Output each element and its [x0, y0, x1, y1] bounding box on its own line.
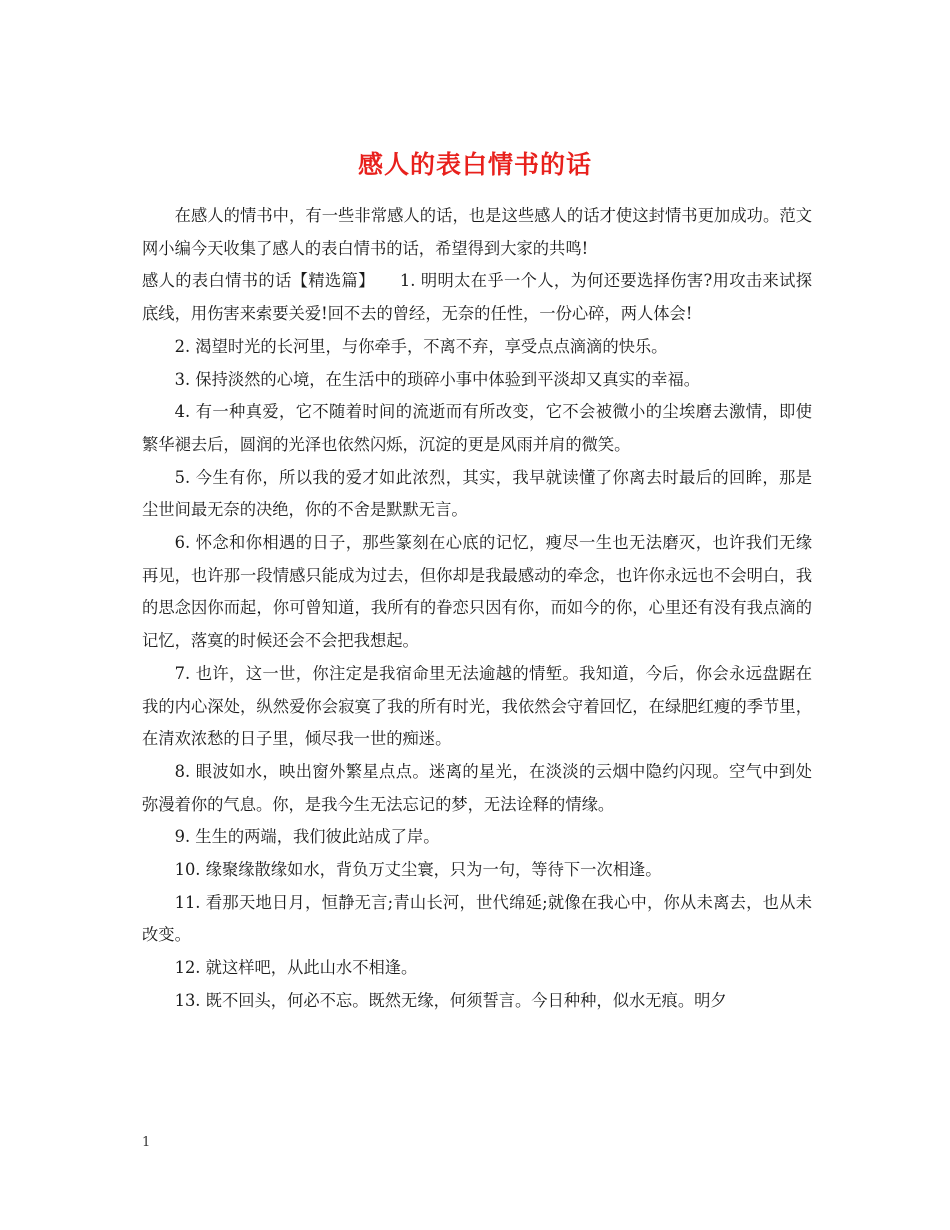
paragraph: 2. 渴望时光的长河里，与你牵手，不离不弃，享受点点滴滴的快乐。: [174, 336, 668, 356]
paragraph: 9. 生生的两端，我们彼此站成了岸。: [174, 827, 440, 847]
paragraph: 11. 看那天地日月，恒静无言;青山长河，世代绵延;就像在我心中，你从未离去，也从未改变。: [142, 892, 812, 945]
paragraph: 10. 缘聚缘散缘如水，背负万丈尘寰，只为一句，等待下一次相逢。: [174, 860, 662, 880]
paragraph: 12. 就这样吧，从此山水不相逢。: [174, 958, 418, 978]
paragraph: 6. 怀念和你相遇的日子，那些篆刻在心底的记忆，瘦尽一生也无法磨灭，也许我们无缘再见，也许那一段情感只能成为过去，但你却是我最感动的牵念，也许你永远也不会明白，我的思念因你而起，你可曾知道，我所有的眷恋只因有你，而如今的你，心里还有没有我点滴的记忆，落寞的时候还会不会把我想起。: [142, 533, 812, 651]
paragraph: 感人的表白情书的话【精选篇】 1. 明明太在乎一个人，为何还要选择伤害?用攻击来试探底线，用伤害来索要关爱!回不去的曾经，无奈的任性，一份心碎，两人体会!: [142, 271, 812, 324]
document-body: [142, 200, 812, 1018]
paragraph: 8. 眼波如水，映出窗外繁星点点。迷离的星光，在淡淡的云烟中隐约闪现。空气中到处弥漫着你的气息。你，是我今生无法忘记的梦，无法诠释的情缘。: [142, 761, 812, 814]
paragraph: 5. 今生有你，所以我的爱才如此浓烈，其实，我早就读懂了你离去时最后的回眸，那是尘世间最无奈的决绝，你的不舍是默默无言。: [142, 467, 812, 520]
paragraph: 4. 有一种真爱，它不随着时间的流逝而有所改变，它不会被微小的尘埃磨去激情，即使繁华褪去后，圆润的光泽也依然闪烁，沉淀的更是风雨并肩的微笑。: [142, 402, 812, 454]
paragraph: 在感人的情书中，有一些非常感人的话，也是这些感人的话才使这封情书更加成功。范文网小编今天收集了感人的表白情书的话，希望得到大家的共鸣!: [142, 206, 812, 258]
document-title: 感人的表白情书的话: [357, 149, 592, 179]
paragraph: 3. 保持淡然的心境，在生活中的琐碎小事中体验到平淡却又真实的幸福。: [174, 369, 701, 389]
page-number: 1: [142, 1135, 151, 1150]
paragraph: 7. 也许，这一世，你注定是我宿命里无法逾越的情堑。我知道，今后，你会永远盘踞在我的内心深处，纵然爱你会寂寞了我的所有时光，我依然会守着回忆，在绿肥红瘦的季节里，在清欢浓愁的日子里，倾尽我一世的痴迷。: [142, 663, 812, 749]
paragraph: 13. 既不回头，何必不忘。既然无缘，何须誓言。今日种种，似水无痕。明夕: [174, 990, 727, 1010]
